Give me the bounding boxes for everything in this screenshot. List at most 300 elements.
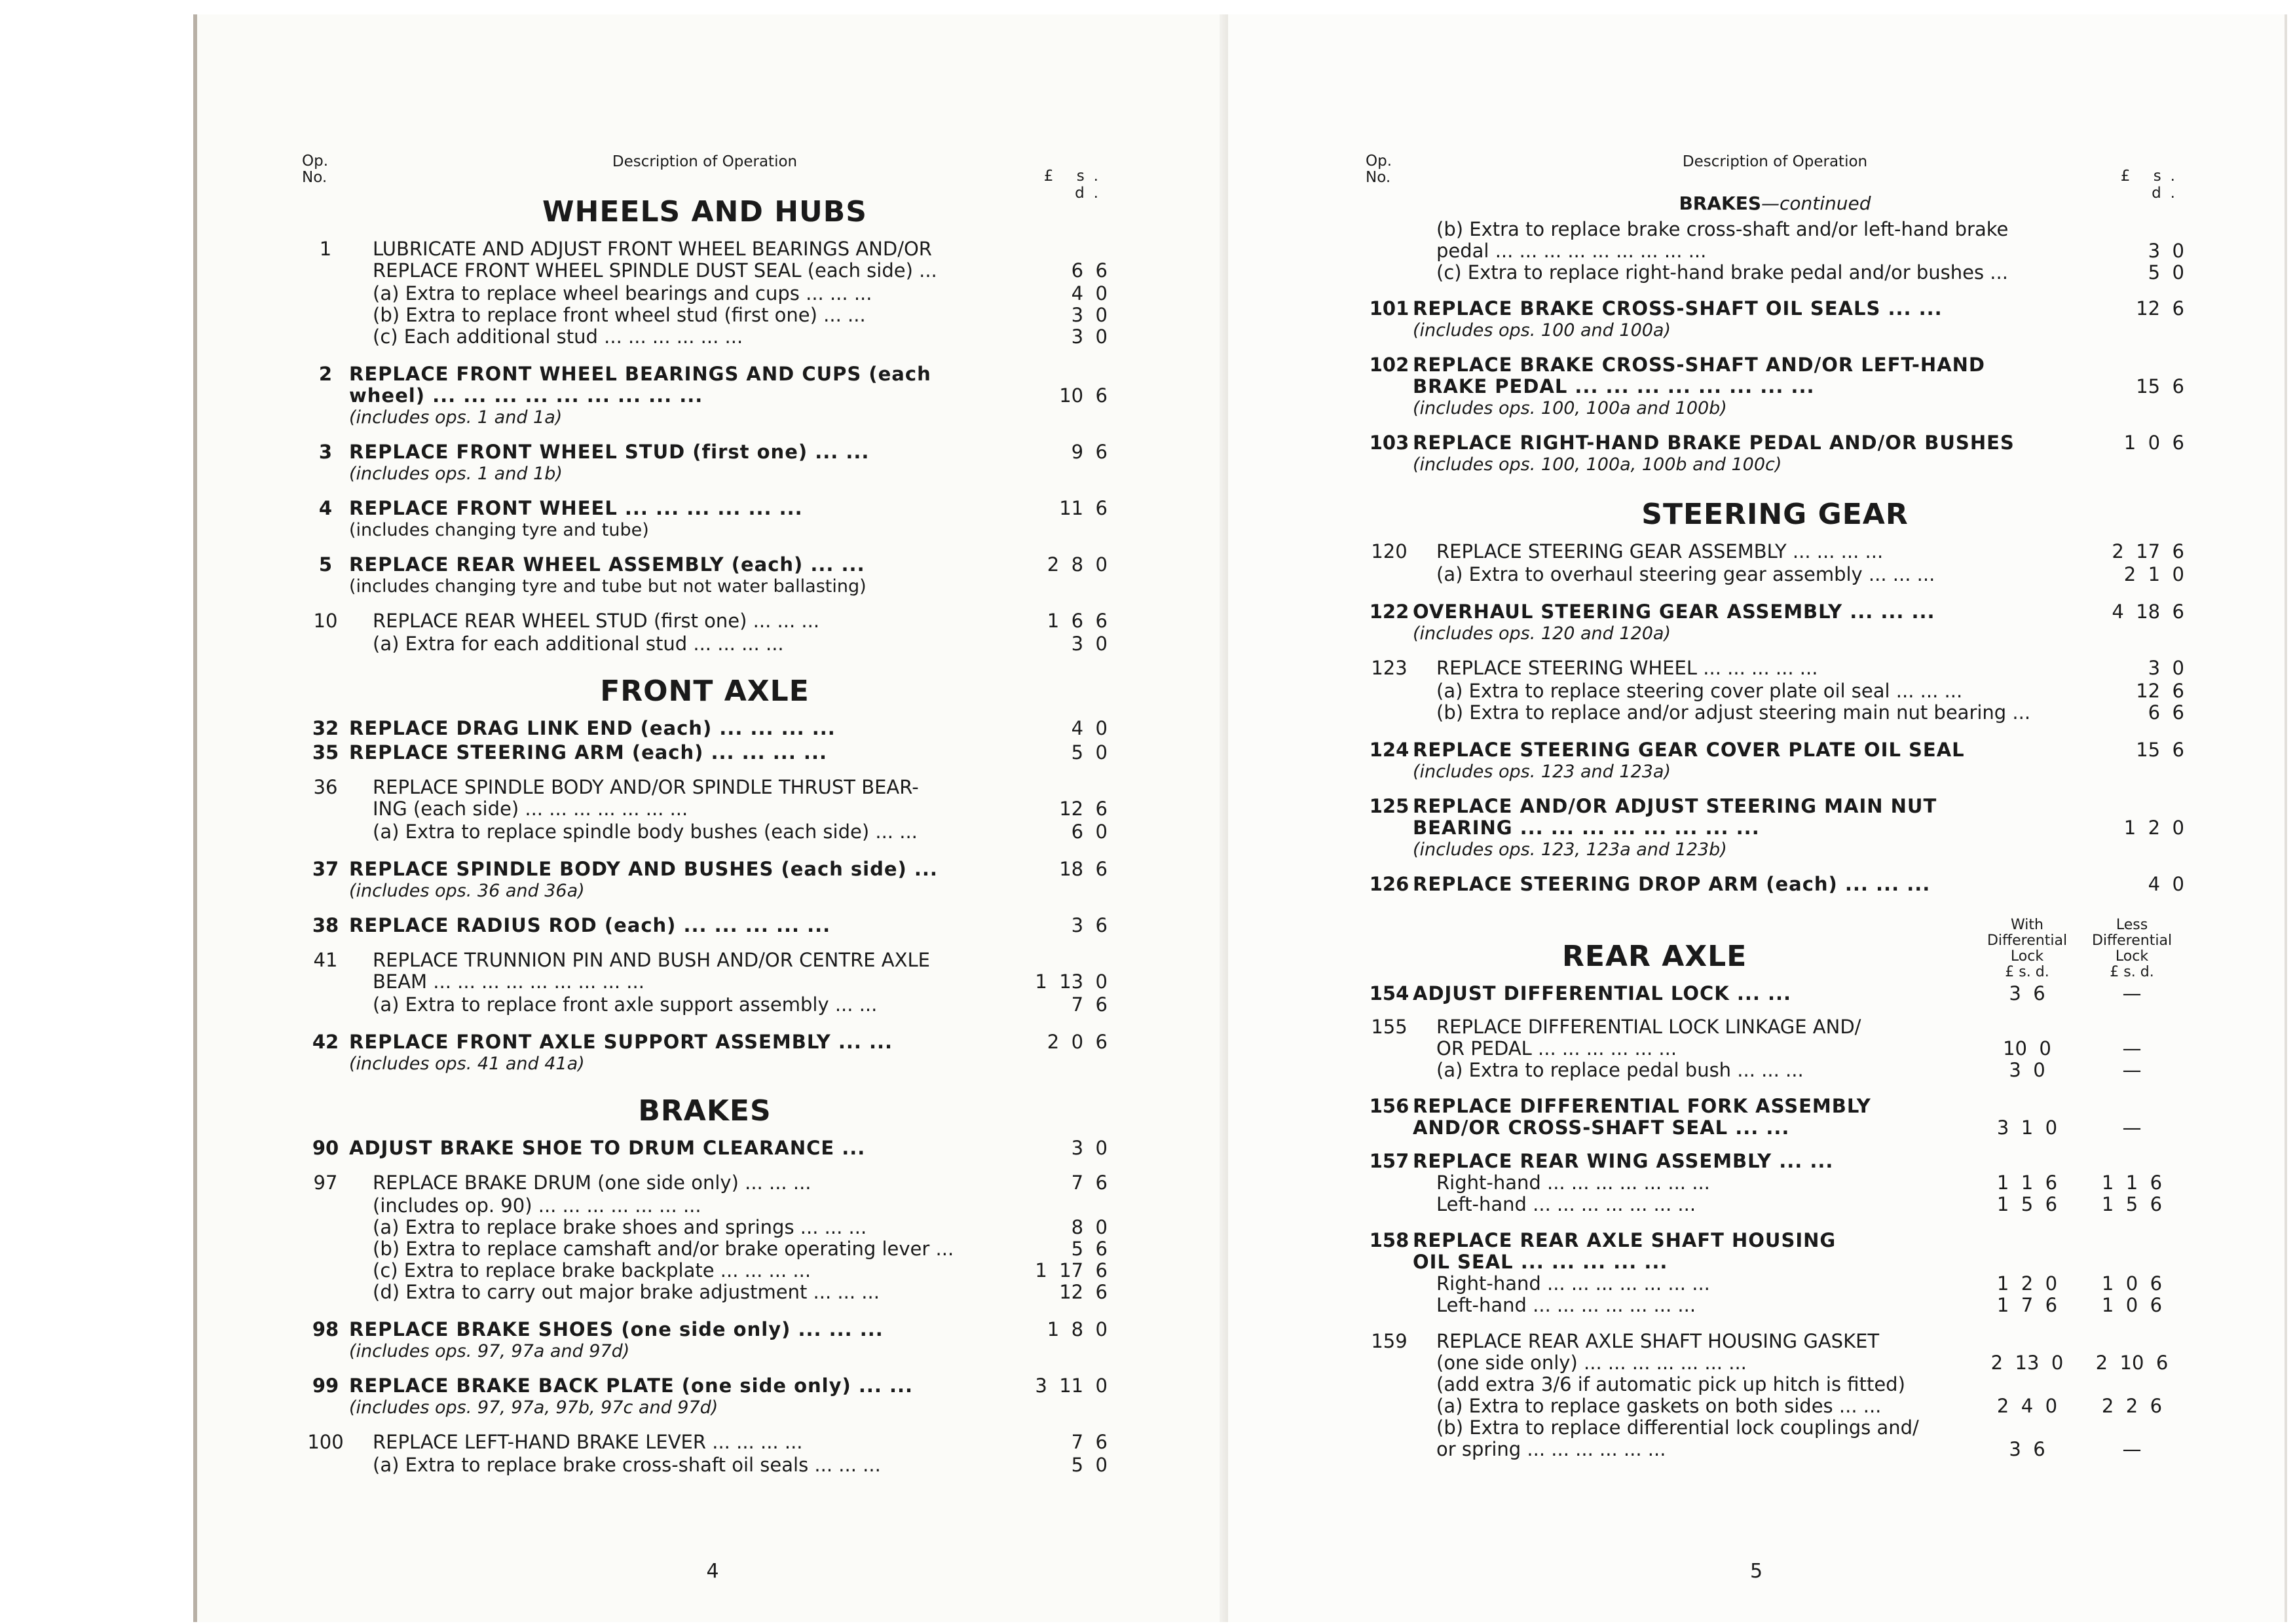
sub-operation-row: [1366, 262, 2184, 284]
op-title-line: OVERHAUL STEERING GEAR ASSEMBLY ... ... ...: [1413, 600, 1935, 623]
sub-price: 3 0: [1071, 325, 1108, 348]
op-price: 12 6: [1059, 798, 1108, 820]
op-description: [349, 1031, 990, 1075]
op-price: 1 6 6: [1047, 610, 1108, 632]
op-number: 37: [312, 858, 339, 880]
operation-row: [1366, 1016, 2184, 1060]
op-price: 1 2 0: [2123, 817, 2184, 839]
op-title-line: BEARING ... ... ... ... ... ... ... ...: [1413, 817, 1760, 839]
op-description: [349, 1375, 990, 1418]
sub-description: (d) Extra to carry out major brake adjustment ... ... ...: [373, 1281, 880, 1303]
op-number: 99: [312, 1375, 339, 1397]
operation: [302, 363, 1108, 428]
sub-description: Right-hand ... ... ... ... ... ... ...: [1436, 1272, 1710, 1295]
operation: [1366, 739, 2184, 783]
less-lock-price: —: [2122, 1037, 2142, 1060]
op-price-column: [990, 1172, 1108, 1194]
op-includes-note: (includes ops. 123, 123a and 123b): [1413, 840, 1727, 860]
op-title-line: REPLACE REAR WHEEL STUD (first one) ... ... ...: [373, 610, 820, 632]
operation-row: [1366, 354, 2184, 419]
sub-price: 3 0: [1071, 633, 1108, 655]
sub-operation-row: [302, 821, 1108, 843]
rear-axle-operations: [1366, 983, 2184, 1472]
operation-row: [1366, 1230, 2184, 1273]
op-title-line: REPLACE DRAG LINK END (each) ... ... ... ...: [349, 717, 836, 739]
op-price-column: [990, 950, 1108, 993]
op-no-heading: Op. No.: [1366, 153, 1392, 186]
sub-operation-row: [1366, 1273, 2184, 1295]
op-title-line: AND/OR CROSS-SHAFT SEAL ... ...: [1413, 1116, 1790, 1139]
brakes-operations: [1366, 298, 2184, 475]
right-page-content: [1366, 145, 2184, 1472]
less-lock-price: —: [2122, 1116, 2142, 1139]
op-number: 90: [312, 1137, 339, 1159]
with-lock-price-column: [1975, 1096, 2080, 1139]
sub-description: (b) Extra to replace and/or adjust steering main nut bearing ...: [1436, 701, 2031, 724]
left-sections: [302, 189, 1108, 1489]
with-lock-price: 2 4 0: [1996, 1395, 2058, 1417]
operation-row: [1366, 657, 2184, 679]
op-price: 5 0: [1071, 741, 1108, 764]
sub-price: 4 0: [1071, 282, 1108, 304]
spacer: [302, 655, 1108, 668]
op-price-column: [990, 498, 1108, 519]
less-lock-price: —: [2122, 1438, 2142, 1460]
op-description: [1413, 541, 2066, 563]
sub-operation-row: [302, 304, 1108, 326]
op-title-line: REPLACE DIFFERENTIAL FORK ASSEMBLY: [1413, 1095, 1871, 1117]
operation: [1366, 298, 2184, 341]
section-title: REAR AXLE: [1562, 940, 1747, 973]
op-number: 4: [318, 497, 333, 519]
with-lock-price: 2 13 0: [1990, 1352, 2064, 1374]
op-description: [349, 777, 990, 820]
sub-operation-row: [1366, 1060, 2184, 1081]
sub-description: (c) Extra to replace right-hand brake pedal and/or bushes ...: [1436, 261, 2008, 284]
sub-operation-row: [1366, 1374, 2184, 1395]
op-description: [349, 1431, 990, 1453]
operation: [302, 718, 1108, 739]
op-price-column: [2066, 354, 2184, 397]
description-heading: Description of Operation: [1682, 153, 1868, 170]
op-title-line: REPLACE DIFFERENTIAL LOCK LINKAGE AND/: [1436, 1016, 1861, 1038]
spacer: [1366, 1081, 2184, 1093]
op-title-line: REPLACE STEERING DROP ARM (each) ... ... ...: [1413, 873, 1931, 895]
operation: [302, 1319, 1108, 1362]
op-number: 157: [1369, 1150, 1409, 1172]
op-number: 98: [312, 1318, 339, 1340]
op-number: 102: [1369, 354, 1409, 376]
op-number: 38: [312, 914, 339, 936]
op-title-line: REPLACE LEFT-HAND BRAKE LEVER ... ... ... ...: [373, 1431, 803, 1453]
operation-row: [302, 1375, 1108, 1418]
operation: [302, 554, 1108, 597]
sub-description: (a) Extra to overhaul steering gear assembly ... ... ...: [1436, 563, 1935, 585]
op-title-line: REPLACE BRAKE CROSS-SHAFT AND/OR LEFT-HAND: [1413, 354, 1985, 376]
operation-row: [302, 610, 1108, 632]
section-title: WHEELS AND HUBS: [542, 195, 867, 229]
op-title-line: LUBRICATE AND ADJUST FRONT WHEEL BEARINGS AND/OR: [373, 238, 932, 260]
op-description: [1413, 1151, 1975, 1172]
op-price: 15 6: [2136, 739, 2184, 761]
sub-price: 2 1 0: [2123, 563, 2184, 585]
sub-operation-row: [1366, 1417, 2184, 1439]
less-lock-price-column: [2080, 1331, 2184, 1374]
sub-operation-row: [302, 1282, 1108, 1303]
op-price-column: [990, 1137, 1108, 1159]
op-number: 126: [1369, 873, 1409, 895]
operation: [302, 1031, 1108, 1075]
operation: [302, 1375, 1108, 1418]
brakes-continued-heading: [1366, 189, 2184, 219]
continued-suffix: —continued: [1761, 193, 1871, 214]
steering-operations: [1366, 541, 2184, 895]
op-price-column: [990, 858, 1108, 880]
op-description: [349, 858, 990, 902]
column-header: [1366, 145, 2184, 202]
sub-price: 12 6: [2136, 680, 2184, 702]
with-lock-price: 1 7 6: [1996, 1294, 2058, 1316]
op-title-line: REPLACE BRAKE SHOES (one side only) ... ... ...: [349, 1318, 884, 1340]
less-lock-price: 1 5 6: [2101, 1193, 2163, 1215]
sub-description: (b) Extra to replace differential lock couplings and/: [1436, 1416, 1919, 1439]
op-title-line: REPLACE REAR AXLE SHAFT HOUSING: [1413, 1229, 1837, 1251]
sub-description: Left-hand ... ... ... ... ... ... ...: [1436, 1193, 1696, 1215]
less-lock-price: 1 0 6: [2101, 1272, 2163, 1295]
op-price: 3 0: [2148, 657, 2184, 679]
spacer: [1366, 585, 2184, 599]
operation-row: [1366, 1096, 2184, 1139]
op-price: 3 11 0: [1035, 1375, 1108, 1397]
op-title-line: ADJUST DIFFERENTIAL LOCK ... ...: [1413, 982, 1792, 1005]
op-description: [1413, 354, 2066, 419]
operation: [302, 498, 1108, 541]
sub-price: 3 0: [2148, 240, 2184, 262]
op-description: [1413, 796, 2066, 860]
op-price: 1 8 0: [1047, 1318, 1108, 1340]
sub-price: 1 17 6: [1035, 1259, 1108, 1282]
op-description: [1413, 1016, 1975, 1060]
op-price: 4 0: [2148, 873, 2184, 895]
op-number: 10: [313, 610, 338, 632]
sub-price: 3 0: [1071, 304, 1108, 326]
sub-operation-row: [1366, 219, 2184, 240]
op-title-line: REPLACE RIGHT-HAND BRAKE PEDAL AND/OR BUSHES: [1413, 432, 2015, 454]
op-description: [349, 238, 990, 282]
op-price-column: [2066, 432, 2184, 454]
op-price: 18 6: [1059, 858, 1108, 880]
sub-description: (b) Extra to replace camshaft and/or brake operating lever ...: [373, 1238, 954, 1260]
operation: [302, 610, 1108, 668]
op-number: 35: [312, 741, 339, 764]
op-price-column: [2066, 601, 2184, 623]
sub-description: (a) Extra to replace spindle body bushes (each side) ... ...: [373, 821, 918, 843]
op-price-column: [2066, 796, 2184, 839]
op-title-line: ADJUST BRAKE SHOE TO DRUM CLEARANCE ...: [349, 1137, 866, 1159]
spacer: [302, 348, 1108, 361]
sub-operation-row: [1366, 1395, 2184, 1417]
less-lock-price: 2 10 6: [2095, 1352, 2169, 1374]
less-lock-column-heading: Less Differential Lock £ s. d.: [2091, 917, 2173, 980]
sub-description: or spring ... ... ... ... ... ...: [1436, 1438, 1666, 1460]
operation-row: [1366, 432, 2184, 475]
op-title-line: REPLACE STEERING GEAR COVER PLATE OIL SEAL: [1413, 739, 1965, 761]
op-title-line: REPLACE FRONT WHEEL BEARINGS AND CUPS (each: [349, 363, 931, 385]
with-lock-price-column: [1975, 1230, 2080, 1251]
operation: [302, 1137, 1108, 1159]
operation-row: [1366, 796, 2184, 860]
op-title-line: REPLACE SPINDLE BODY AND BUSHES (each side) ...: [349, 858, 938, 880]
sub-price: 5 0: [1071, 1454, 1108, 1476]
op-title-line: REPLACE BRAKE CROSS-SHAFT OIL SEALS ... ...: [1413, 297, 1943, 320]
operation: [1366, 796, 2184, 860]
less-lock-price: 2 2 6: [2101, 1395, 2163, 1417]
op-description: [349, 610, 990, 632]
op-number: 125: [1369, 795, 1409, 817]
op-number: 123: [1371, 657, 1408, 679]
op-title-line: REPLACE AND/OR ADJUST STEERING MAIN NUT: [1413, 795, 1937, 817]
operation-row: [1366, 739, 2184, 783]
op-price: 7 6: [1071, 1431, 1108, 1453]
op-description: [1413, 1230, 1975, 1273]
sub-price: 8 0: [1071, 1216, 1108, 1238]
operation-row: [302, 498, 1108, 541]
op-includes-note: (includes ops. 97, 97a and 97d): [349, 1341, 630, 1361]
op-price-column: [2066, 739, 2184, 761]
op-description: [349, 554, 990, 597]
sub-operation-row: [1366, 680, 2184, 702]
sub-description: (add extra 3/6 if automatic pick up hitch is fitted): [1436, 1373, 1905, 1395]
op-price: 2 17 6: [2112, 540, 2184, 563]
sub-operation-row: [1366, 702, 2184, 724]
with-lock-price: 10 0: [2003, 1037, 2051, 1060]
op-number: 42: [312, 1031, 339, 1053]
less-lock-price-column: [2080, 983, 2184, 1005]
sub-operation-row: [1366, 240, 2184, 262]
op-title-line: OR PEDAL ... ... ... ... ... ...: [1436, 1037, 1677, 1060]
op-price-column: [990, 1375, 1108, 1397]
op-number: 122: [1369, 600, 1409, 623]
operation-row: [302, 1172, 1108, 1194]
with-lock-price: 1 2 0: [1996, 1272, 2058, 1295]
operation: [302, 742, 1108, 764]
operation-row: [302, 742, 1108, 764]
op-description: [1413, 1331, 1975, 1374]
sub-description: (a) Extra to replace gaskets on both sides ... ...: [1436, 1395, 1882, 1417]
less-lock-price: —: [2122, 1059, 2142, 1081]
spacer: [1366, 724, 2184, 737]
sub-operation-row: [302, 1238, 1108, 1260]
operation-row: [1366, 1151, 2184, 1172]
op-title-line: REPLACE REAR AXLE SHAFT HOUSING GASKET: [1436, 1330, 1880, 1352]
op-price-column: [2066, 541, 2184, 563]
op-description: [349, 718, 990, 739]
op-number: 156: [1369, 1095, 1409, 1117]
section-title: FRONT AXLE: [600, 674, 810, 708]
operation-row: [1366, 983, 2184, 1005]
with-lock-price-column: [1975, 1016, 2080, 1060]
operation: [302, 777, 1108, 856]
sub-price: 6 0: [1071, 821, 1108, 843]
op-includes-note: (includes ops. 100 and 100a): [1413, 320, 1671, 341]
left-page-content: [302, 145, 1108, 1489]
operation-row: [302, 441, 1108, 485]
op-title-line: (one side only) ... ... ... ... ... ... ...: [1436, 1352, 1747, 1374]
op-description: [349, 1172, 990, 1194]
sub-operation-row: [1366, 1439, 2184, 1460]
sub-operation-row: [302, 1217, 1108, 1238]
with-lock-column-heading: With Differential Lock £ s. d.: [1987, 917, 2068, 980]
operation-row: [302, 1137, 1108, 1159]
sub-operation-row: [1366, 1295, 2184, 1316]
op-price: 11 6: [1059, 497, 1108, 519]
operation-row: [302, 718, 1108, 739]
op-number: 36: [313, 776, 338, 798]
op-includes-note: (includes ops. 41 and 41a): [349, 1054, 585, 1074]
sub-description: (a) Extra to replace wheel bearings and cups ... ... ...: [373, 282, 872, 304]
column-header: [302, 145, 1108, 202]
op-price: 7 6: [1071, 1172, 1108, 1194]
sub-operation-row: [302, 326, 1108, 348]
op-price: 1 13 0: [1035, 970, 1108, 993]
operation-row: [1366, 1331, 2184, 1374]
op-price: 3 0: [1071, 1137, 1108, 1159]
rear-axle-column-headings: [1975, 917, 2184, 980]
op-number: 32: [312, 717, 339, 739]
op-number: 1: [319, 238, 332, 260]
with-lock-price: 3 6: [2009, 1438, 2045, 1460]
op-description: [349, 950, 990, 993]
op-price: 15 6: [2136, 375, 2184, 397]
section-title: BRAKES: [638, 1094, 772, 1128]
op-description: [1413, 739, 2066, 783]
op-number: 41: [313, 949, 338, 971]
less-lock-price-column: [2080, 1230, 2184, 1251]
page-number: 4: [706, 1560, 719, 1583]
sub-description: (a) Extra to replace front axle support assembly ... ...: [373, 993, 878, 1016]
sub-description: (a) Extra to replace steering cover plate oil seal ... ... ...: [1436, 680, 1963, 702]
sub-description: Right-hand ... ... ... ... ... ... ...: [1436, 1172, 1710, 1194]
op-number: 103: [1369, 432, 1409, 454]
sub-operation-row: [302, 633, 1108, 655]
with-lock-price-column: [1975, 983, 2080, 1005]
op-price: 2 8 0: [1047, 553, 1108, 576]
op-number: 120: [1371, 540, 1408, 563]
with-lock-price: 3 0: [2009, 1059, 2045, 1081]
op-includes-note: (includes ops. 123 and 123a): [1413, 762, 1671, 782]
op-includes-note: (includes ops. 1 and 1a): [349, 407, 563, 428]
spacer: [1366, 1460, 2184, 1472]
sub-operation-row: [302, 1260, 1108, 1282]
op-number: 97: [313, 1172, 338, 1194]
sub-description: (b) Extra to replace front wheel stud (first one) ... ...: [373, 304, 866, 326]
op-title-line: REPLACE STEERING GEAR ASSEMBLY ... ... ... ...: [1436, 540, 1884, 563]
sub-description: (a) Extra to replace brake shoes and springs ... ... ...: [373, 1216, 867, 1238]
op-description: [349, 441, 990, 485]
op-price-column: [990, 441, 1108, 463]
spacer: [1366, 284, 2184, 295]
op-price: 10 6: [1059, 384, 1108, 407]
operation-row: [1366, 874, 2184, 895]
sub-description: (a) Extra to replace brake cross-shaft oil seals ... ... ...: [373, 1454, 881, 1476]
op-description: [1413, 1096, 1975, 1139]
op-title-line: REPLACE STEERING WHEEL ... ... ... ... ...: [1436, 657, 1818, 679]
less-lock-price: 1 0 6: [2101, 1294, 2163, 1316]
operation-row: [1366, 541, 2184, 563]
currency-heading: £ s. d.: [2120, 168, 2184, 202]
op-description: [1413, 432, 2066, 475]
brakes-continued-title: BRAKES: [1679, 193, 1762, 214]
sub-price: 5 0: [2148, 261, 2184, 284]
less-lock-price: 1 1 6: [2101, 1172, 2163, 1194]
op-title-line: REPLACE SPINDLE BODY AND/OR SPINDLE THRUST BEAR-: [373, 776, 919, 798]
op-price: 4 18 6: [2112, 600, 2184, 623]
sub-price: 6 6: [2148, 701, 2184, 724]
spacer: [302, 1476, 1108, 1489]
op-price: 6 6: [1071, 259, 1108, 282]
sub-operation-row: [302, 1195, 1108, 1217]
op-description: [349, 1319, 990, 1362]
op-price-column: [990, 1031, 1108, 1053]
op-price-column: [990, 742, 1108, 764]
op-number: 154: [1369, 982, 1409, 1005]
brakes-continued-items: [1366, 219, 2184, 295]
spacer: [302, 843, 1108, 856]
op-title-line: REPLACE FRONT WHEEL ... ... ... ... ... ...: [349, 497, 803, 519]
op-number: 101: [1369, 297, 1409, 320]
op-description: [349, 742, 990, 764]
op-price-column: [990, 1319, 1108, 1340]
op-number: 100: [307, 1431, 344, 1453]
op-title-line: BRAKE PEDAL ... ... ... ... ... ... ... ...: [1413, 375, 1815, 397]
op-price-column: [990, 718, 1108, 739]
op-title-line: REPLACE REAR WING ASSEMBLY ... ...: [1413, 1150, 1834, 1172]
sub-description: (includes op. 90) ... ... ... ... ... ... ...: [373, 1194, 701, 1217]
op-description: [1413, 874, 2066, 895]
with-lock-price-column: [1975, 1331, 2080, 1374]
sub-price: 12 6: [1059, 1281, 1108, 1303]
operation-row: [302, 238, 1108, 282]
op-title-line: REPLACE FRONT WHEEL STUD (first one) ... ...: [349, 441, 870, 463]
sub-operation-row: [302, 283, 1108, 304]
left-page: [193, 14, 1228, 1622]
operation: [1366, 601, 2184, 644]
op-price: 2 0 6: [1047, 1031, 1108, 1053]
op-price-column: [2066, 874, 2184, 895]
with-lock-price: 3 1 0: [1996, 1116, 2058, 1139]
op-price-column: [990, 610, 1108, 632]
op-price: 1 0 6: [2123, 432, 2184, 454]
op-title-line: REPLACE TRUNNION PIN AND BUSH AND/OR CENTRE AXLE: [373, 949, 930, 971]
operation-row: [302, 554, 1108, 597]
op-title-line: REPLACE FRONT WHEEL SPINDLE DUST SEAL (each side) ...: [373, 259, 937, 282]
op-includes-note: (includes changing tyre and tube): [349, 520, 649, 540]
operation-row: [302, 1319, 1108, 1362]
op-price: 12 6: [2136, 297, 2184, 320]
operation: [1366, 874, 2184, 895]
operation-row: [302, 777, 1108, 820]
operation-row: [302, 950, 1108, 993]
operation: [302, 915, 1108, 936]
op-title-line: REPLACE BRAKE BACK PLATE (one side only) ... ...: [349, 1375, 914, 1397]
op-includes-note: (includes ops. 120 and 120a): [1413, 623, 1671, 644]
with-lock-price: 1 5 6: [1996, 1193, 2058, 1215]
spacer: [302, 1016, 1108, 1029]
op-title-line: wheel) ... ... ... ... ... ... ... ... ...: [349, 384, 703, 407]
operation: [1366, 354, 2184, 419]
less-lock-price: —: [2122, 982, 2142, 1005]
sub-description: Left-hand ... ... ... ... ... ... ...: [1436, 1294, 1696, 1316]
